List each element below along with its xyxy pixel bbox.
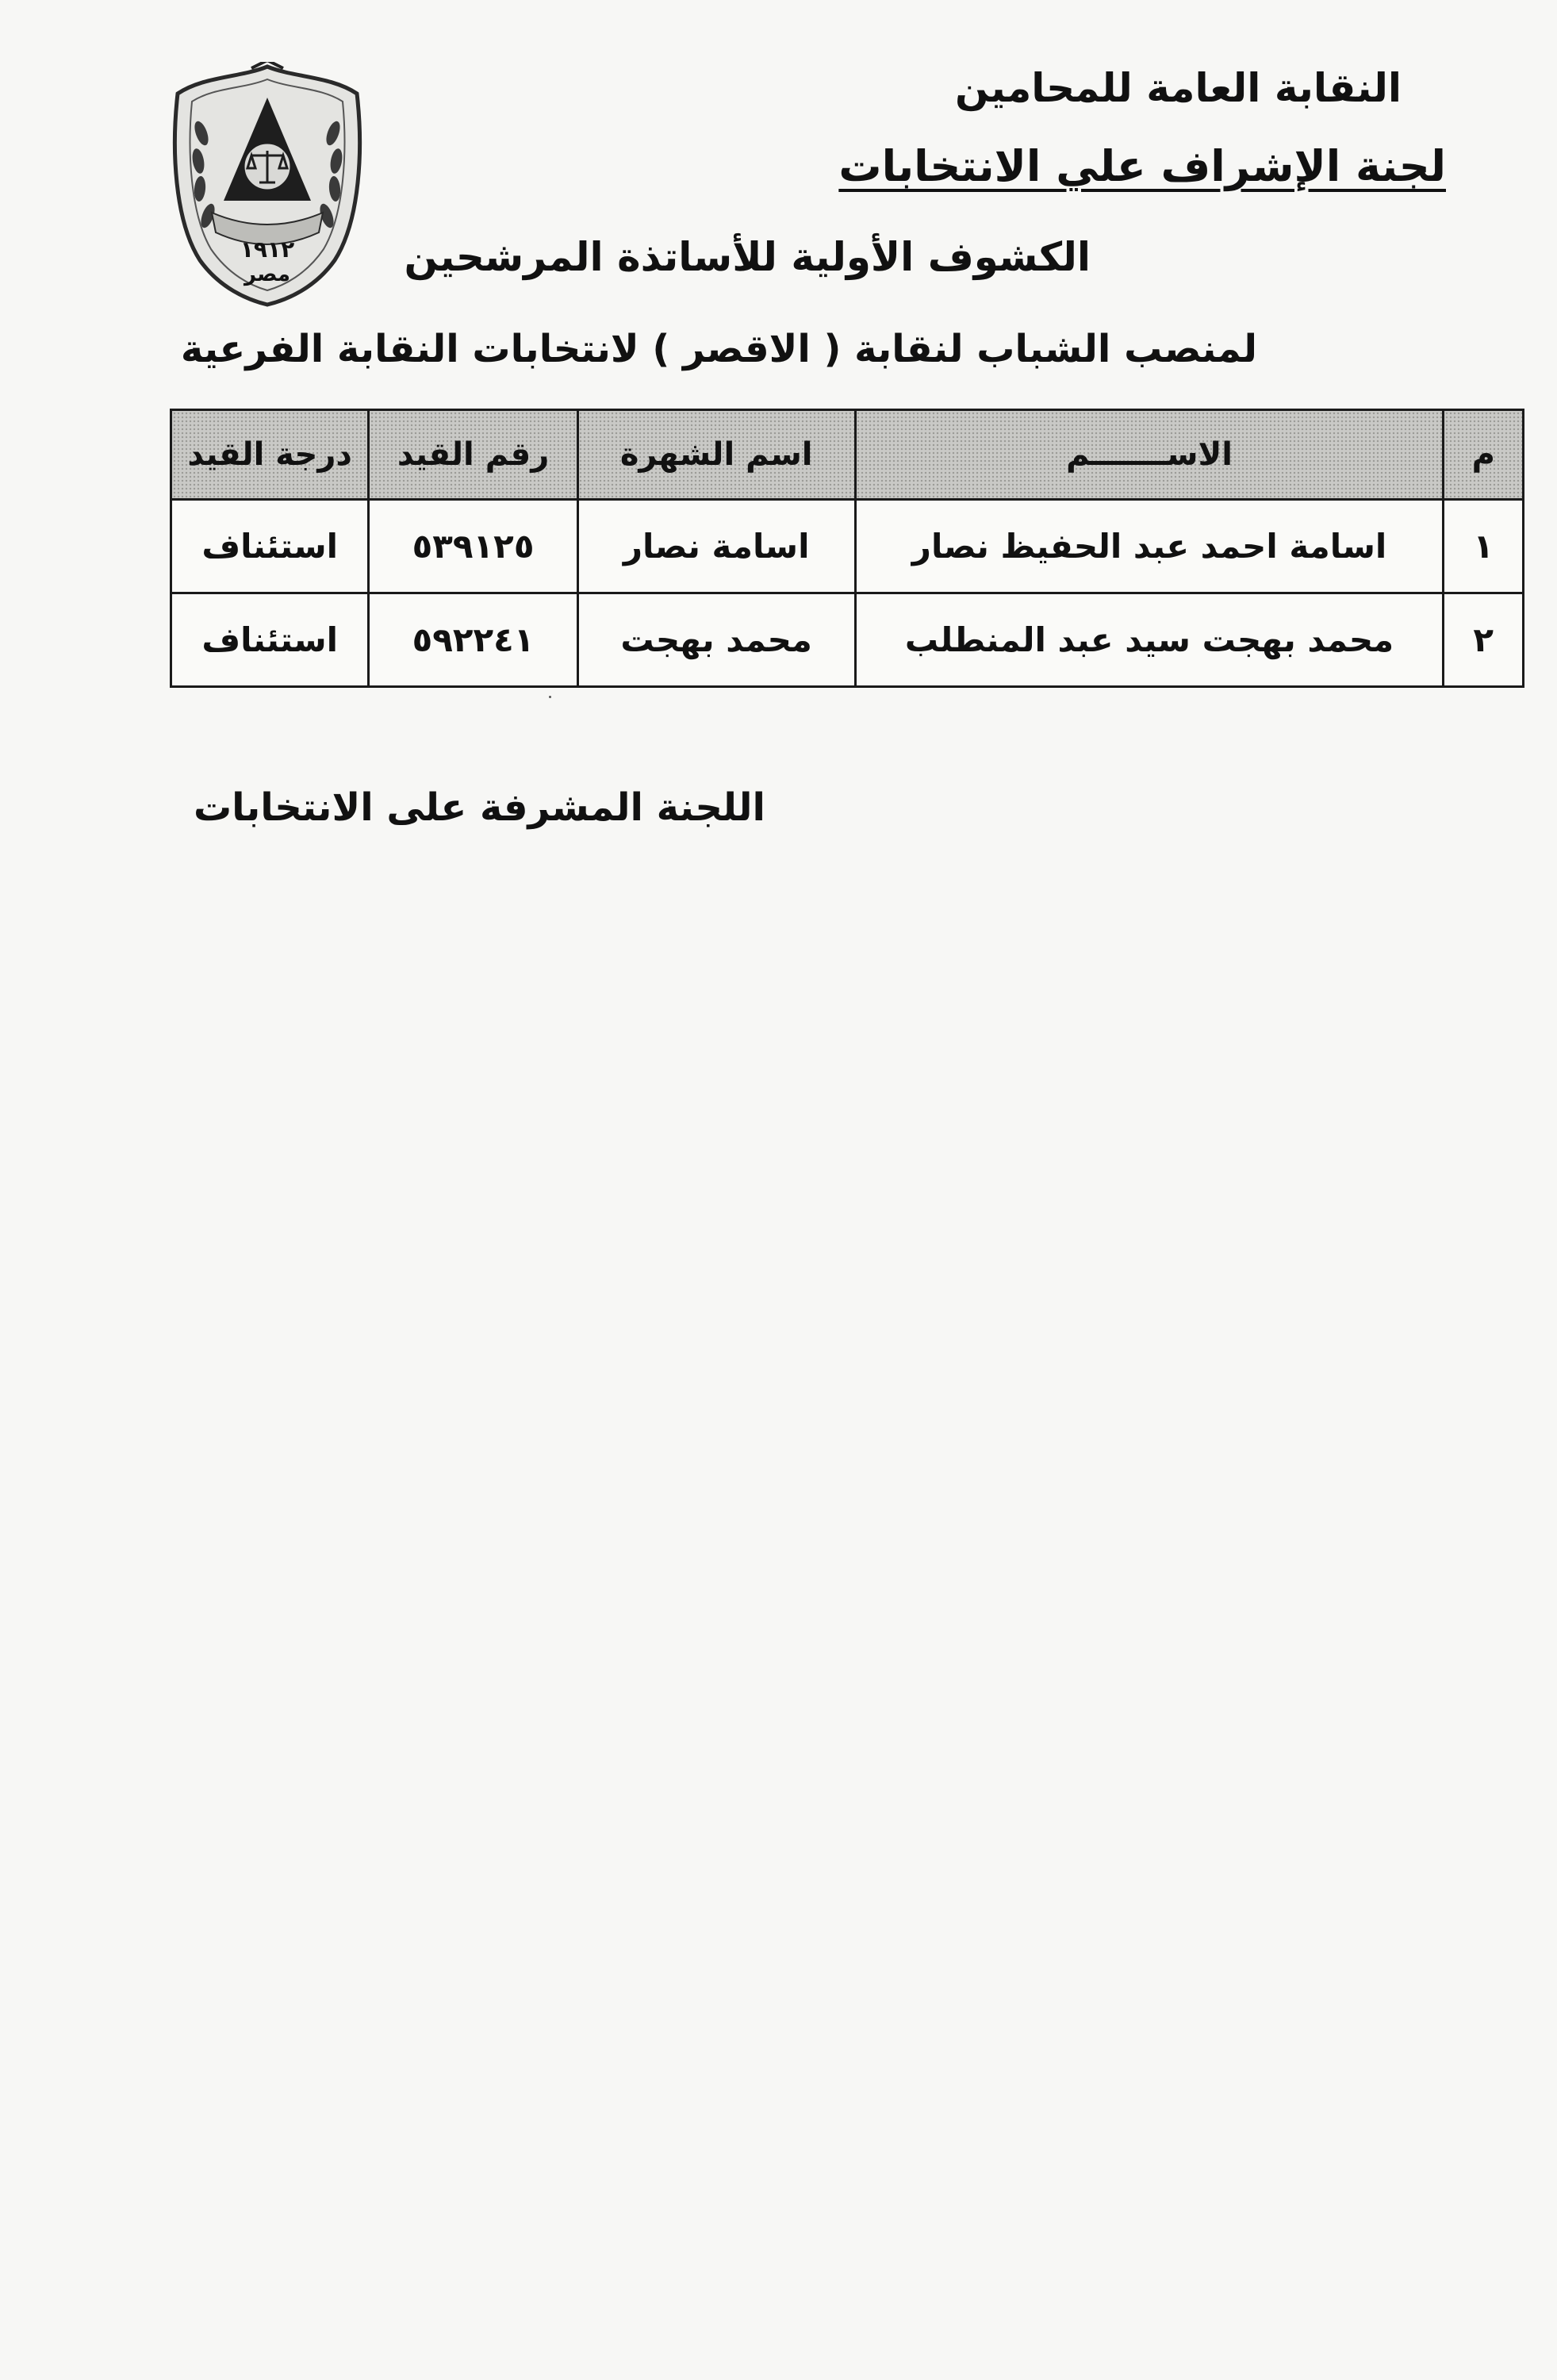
cell-nickname: محمد بهجت <box>577 593 855 687</box>
list-subtitle: لمنصب الشباب لنقابة ( الاقصر ) لانتخابات النقابة الفرعية <box>180 327 1257 371</box>
cell-grade: استئناف <box>171 593 369 687</box>
table-row <box>171 593 1524 687</box>
organization-name: النقابة العامة للمحامين <box>954 65 1402 111</box>
header-grade: درجة القيد <box>171 410 369 500</box>
cell-nickname: اسامة نصار <box>577 500 855 593</box>
header-nickname: اسم الشهرة <box>577 410 855 500</box>
committee-name: لجنة الإشراف علي الانتخابات <box>838 141 1446 191</box>
header-num: م <box>1444 410 1524 500</box>
list-title: الكشوف الأولية للأساتذة المرشحين <box>404 234 1091 280</box>
cell-name: محمد بهجت سيد عبد المنطلب <box>855 593 1444 687</box>
cell-num: ١ <box>1444 500 1524 593</box>
header-registration: رقم القيد <box>369 410 577 500</box>
syndicate-seal-logo <box>168 62 366 308</box>
header-name: الاســـــــم <box>855 410 1444 500</box>
seal-year: ١٩١٢ <box>240 236 295 263</box>
table-header-row <box>171 410 1524 500</box>
cell-num: ٢ <box>1444 593 1524 687</box>
cell-registration: ٥٣٩١٢٥ <box>369 500 577 593</box>
scan-speck <box>549 696 551 698</box>
cell-grade: استئناف <box>171 500 369 593</box>
table-row <box>171 500 1524 593</box>
candidates-table <box>170 409 1524 688</box>
signature-line: اللجنة المشرفة على الانتخابات <box>193 785 765 830</box>
cell-name: اسامة احمد عبد الحفيظ نصار <box>855 500 1444 593</box>
cell-registration: ٥٩٢٢٤١ <box>369 593 577 687</box>
seal-country: مصر <box>244 263 290 286</box>
